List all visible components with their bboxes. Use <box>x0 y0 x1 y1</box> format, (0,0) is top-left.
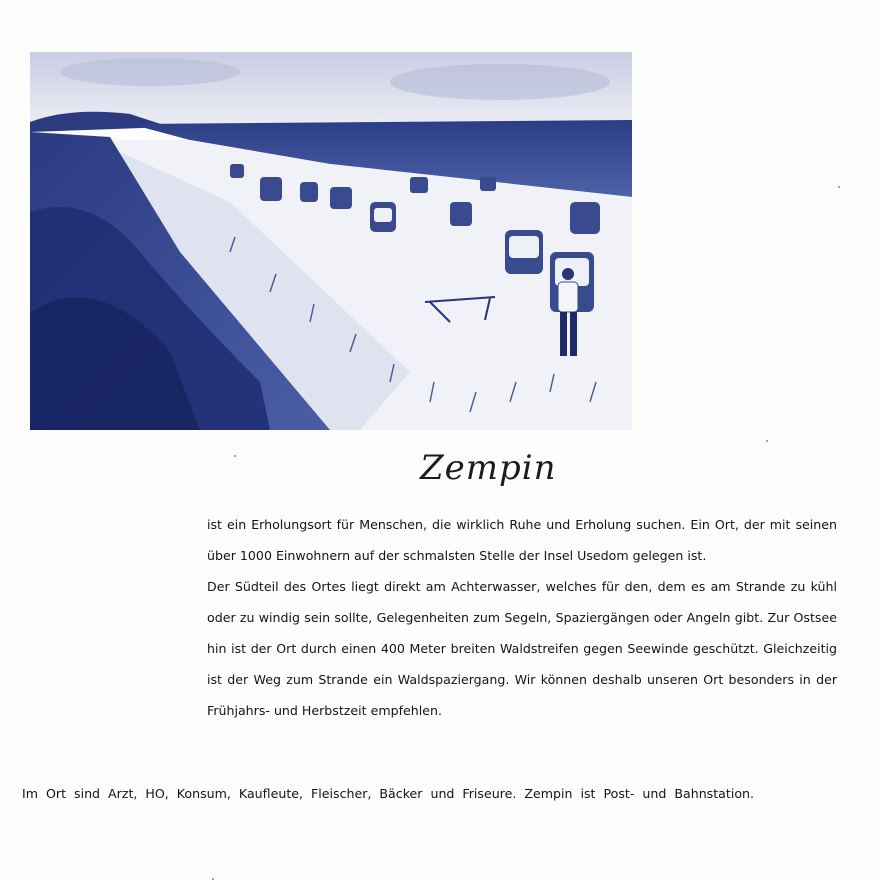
paragraph-intro: ist ein Erholungsort für Menschen, die wirklich Ruhe und Erholung suchen. Ein Ort, der mit seinen über 1000 Einwohnern auf der schmalsten Stelle der Insel Usedom gelegen ist. <box>207 517 837 563</box>
amenities-line: Im Ort sind Arzt, HO, Konsum, Kaufleute, Fleischer, Bäcker und Friseure. Zempin ist Post- und Bahnstation. <box>22 786 755 801</box>
beach-illustration <box>30 52 632 430</box>
print-speck <box>234 455 236 457</box>
paragraph-details: Der Südteil des Ortes liegt direkt am Achterwasser, welches für den, dem es am Strande zu kühl oder zu windig sein sollte, Gelegenheiten zum Segeln, Spaziergängen oder Angeln gibt. Zur Ostsee hin ist der Ort durch einen 400 Meter breiten Waldstreifen gegen Seewinde geschützt. Gleichzeitig ist der Weg zum Strande ein Waldspaziergang. Wir können deshalb unseren Ort besonders in der Frühjahrs- und Herbstzeit empfehlen. <box>207 579 837 718</box>
body-text <box>207 509 837 726</box>
print-speck <box>838 186 840 188</box>
print-speck <box>766 440 768 442</box>
page-title: Zempin <box>420 448 557 488</box>
beach-photo <box>30 52 632 430</box>
